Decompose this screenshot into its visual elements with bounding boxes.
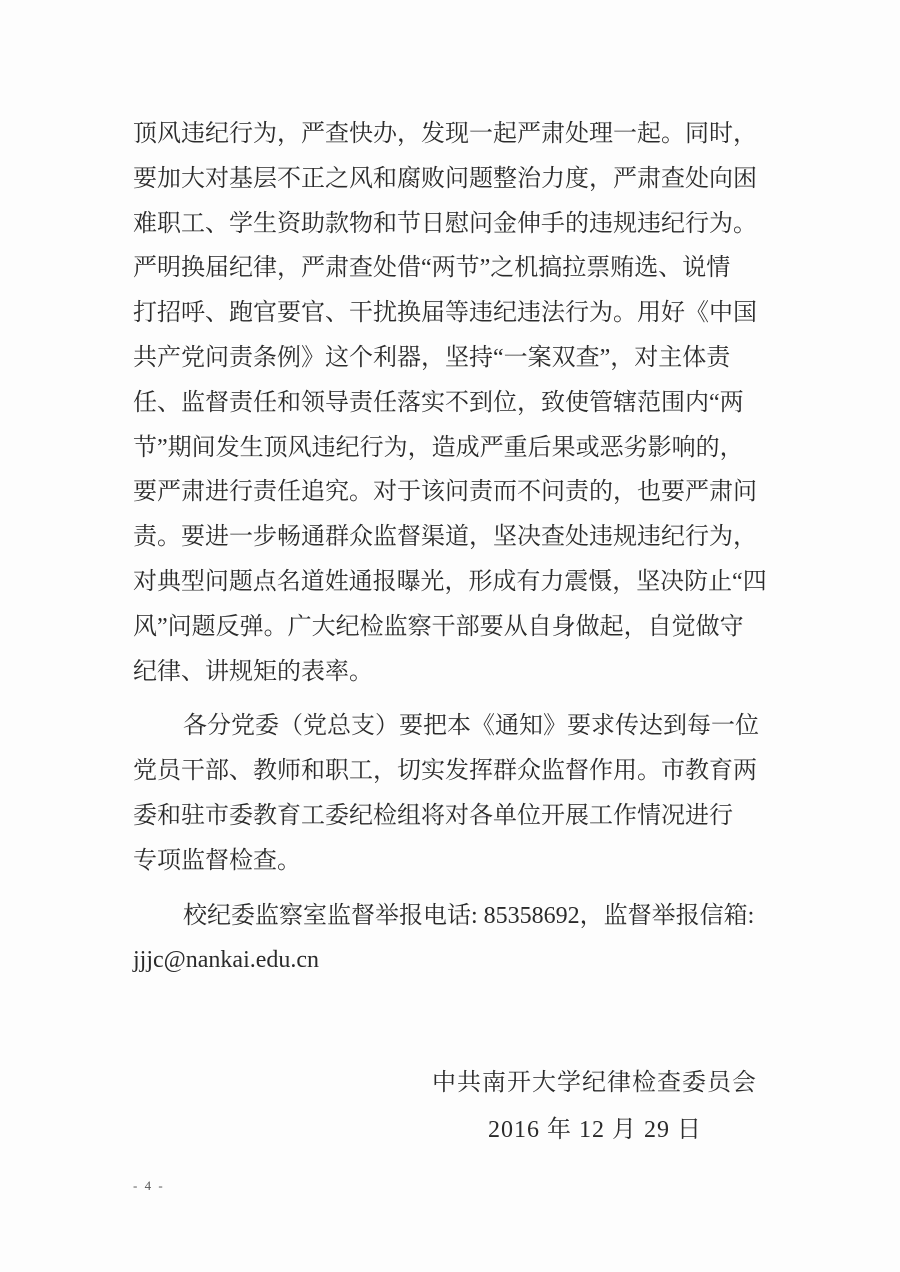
body-line: 各分党委（党总支）要把本《通知》要求传达到每一位 [183, 713, 759, 740]
paragraph [133, 704, 767, 883]
body-line: 风”问题反弹。广大纪检监察干部要从自身做起，自觉做守 [133, 613, 744, 640]
body-line: 难职工、学生资助款物和节日慰问金伸手的违规违纪行为。 [133, 210, 757, 237]
page-number: - 4 - [133, 1178, 165, 1193]
signature-organization: 中共南开大学纪律检查委员会 [432, 1070, 757, 1096]
body-line: 要严肃进行责任追究。对于该问责而不问责的，也要严肃问 [133, 479, 757, 506]
body-line: 打招呼、跑官要官、干扰换届等违纪违法行为。用好《中国 [133, 300, 757, 327]
signature-date: 2016 年 12 月 29 日 [488, 1117, 702, 1143]
body-line: 要加大对基层不正之风和腐败问题整治力度，严肃查处向困 [133, 165, 757, 192]
body-line: 顶风违纪行为，严查快办，发现一起严肃处理一起。同时， [133, 121, 757, 147]
paragraph [133, 112, 767, 694]
body-line: 任、监督责任和领导责任落实不到位，致使管辖范围内“两 [133, 389, 744, 416]
signature-block [0, 1060, 900, 1154]
body-line: 校纪委监察室监督举报电话: 85358692，监督举报信箱: [183, 902, 755, 929]
body-line: 对典型问题点名道姓通报曝光，形成有力震慑，坚决防止“四 [133, 568, 767, 595]
body-line: 委和驻市委教育工委纪检组将对各单位开展工作情况进行 [133, 802, 733, 829]
body-paragraphs [133, 112, 767, 983]
body-line: 共产党问责条例》这个利器，坚持“一案双查”，对主体责 [133, 344, 731, 371]
body-line: 纪律、讲规矩的表率。 [133, 658, 373, 685]
body-line: 专项监督检查。 [133, 847, 301, 874]
body-line: jjjc@nankai.edu.cn [133, 947, 320, 974]
body-line: 责。要进一步畅通群众监督渠道，坚决查处违规违纪行为， [133, 524, 757, 551]
body-line: 严明换届纪律，严肃查处借“两节”之机搞拉票贿选、说情 [133, 255, 731, 282]
body-line: 党员干部、教师和职工，切实发挥群众监督作用。市教育两 [133, 758, 757, 785]
paragraph [133, 894, 767, 984]
body-line: 节”期间发生顶风违纪行为，造成严重后果或恶劣影响的， [133, 434, 744, 461]
